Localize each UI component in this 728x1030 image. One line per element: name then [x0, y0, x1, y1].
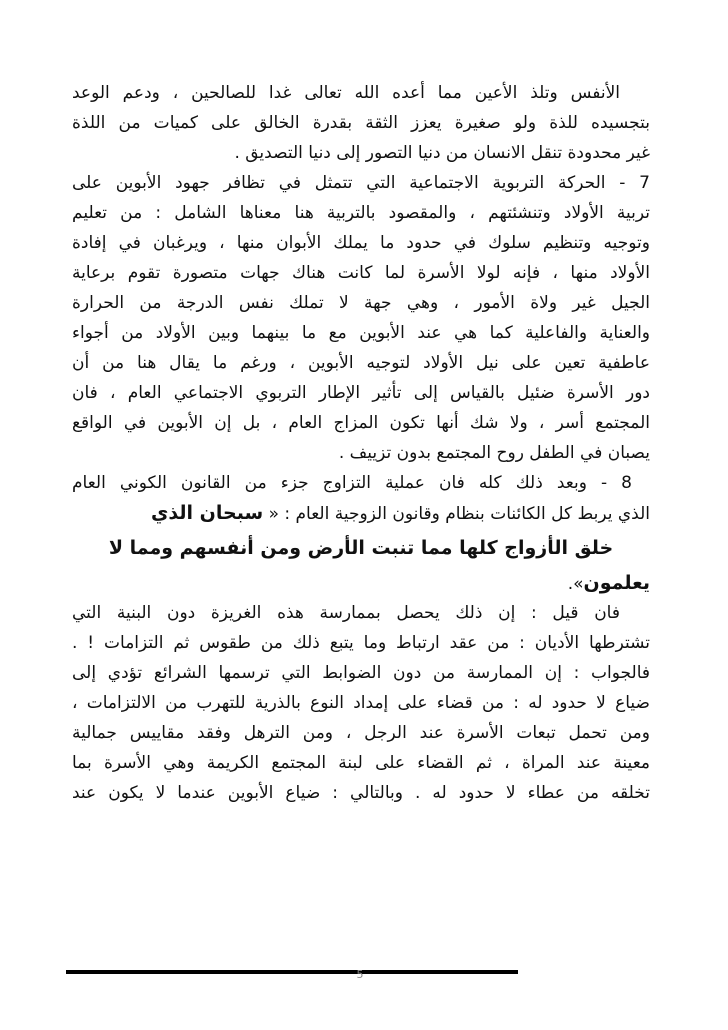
- text-line: 7 - الحركة التربوية الاجتماعية التي تتمثل في تظافر جهود الأبوين على: [72, 173, 650, 193]
- text-line: دور الأسرة ضئيل بالقياس إلى تأثير الإطار التربوي الاجتماعي العام ، فان: [72, 383, 650, 403]
- text-line: [72, 498, 650, 528]
- footer-rule: [66, 970, 518, 974]
- quran-verse-start: سبحان الذي: [151, 502, 264, 524]
- page-number: 5: [356, 968, 364, 981]
- text-line: يصبان في الطفل روح المجتمع بدون تزييف .: [338, 443, 650, 463]
- text-line: فان قيل : إن ذلك يحصل بممارسة هذه الغريزة دون البنية التي: [72, 603, 620, 623]
- quran-verse-end: يعلمون: [583, 572, 650, 594]
- text-line: المجتمع أسر ، ولا شك أنها تكون المزاج العام ، بل إن الأبوين في الواقع: [72, 413, 650, 433]
- text-line: تخلقه من عطاء لا حدود له . وبالتالي : ضياع الأبوين عندما لا يكون عند: [72, 783, 650, 803]
- body-text: [72, 78, 650, 808]
- text-line: تشترطها الأديان : من عقد ارتباط وما يتبع ذلك من طقوس ثم التزامات ! .: [72, 633, 650, 653]
- quran-verse: خلق الأزواج كلها مما تنبت الأرض ومن أنفسهم ومما لا: [108, 537, 614, 559]
- quran-verse-line: [72, 528, 650, 568]
- text-line: وتوجيه وتنظيم سلوك في حدود ما يملك الأبوان منها ، ويرغبان في إفادة: [72, 233, 650, 253]
- text-line: الأولاد منها ، فإنه لولا الأسرة لما كانت هناك جهات متصورة تقوم برعاية: [72, 263, 650, 283]
- text-line: عاطفية تعين على نيل الأولاد لتوجيه الأبوين ، ورغم ما يقال هنا من أن: [72, 353, 650, 373]
- text-line: فالجواب : إن الممارسة من دون الضوابط التي ترسمها الشرائع تؤدي إلى: [72, 663, 650, 683]
- text-line: 8 - وبعد ذلك كله فان عملية التزاوج جزء من القانون الكوني العام: [72, 473, 632, 493]
- text-line: تربية الأولاد وتنشئتهم ، والمقصود بالتربية هنا معناها الشامل : من تعليم: [72, 203, 650, 223]
- text-line: بتجسيده للذة ولو صغيرة يعزز الثقة بقدرة الخالق على كميات من اللذة: [72, 113, 650, 133]
- text-line: ومن تحمل تبعات الأسرة عند الرجل ، ومن الترهل وفقد مقاييس جمالية: [72, 723, 650, 743]
- text-line: ضياع لا حدود له : من قضاء على إمداد النوع بالذرية للتهرب من الالتزامات ،: [72, 693, 650, 713]
- text-line: غير محدودة تنقل الانسان من دنيا التصور إلى دنيا التصديق .: [234, 143, 650, 163]
- text-line: معينة عند المراة ، ثم القضاء على لبنة المجتمع الكريمة وهي الأسرة بما: [72, 753, 650, 773]
- text-line: والعناية والفاعلية كما هي عند الأبوين مع ما بينهما وبين الأولاد من أجواء: [72, 323, 650, 343]
- text-line: الجيل غير ولاة الأمور ، وهي جهة لا تملك نفس الدرجة من الحرارة: [72, 293, 650, 313]
- text-line: الأنفس وتلذ الأعين مما أعده الله تعالى غدا للصالحين ، ودعم الوعد: [72, 83, 620, 103]
- quote-close: ».: [567, 574, 584, 594]
- text-line: [72, 568, 650, 598]
- text-line-part: الذي يربط كل الكائنات بنظام وقانون الزوجية العام : «: [268, 504, 650, 524]
